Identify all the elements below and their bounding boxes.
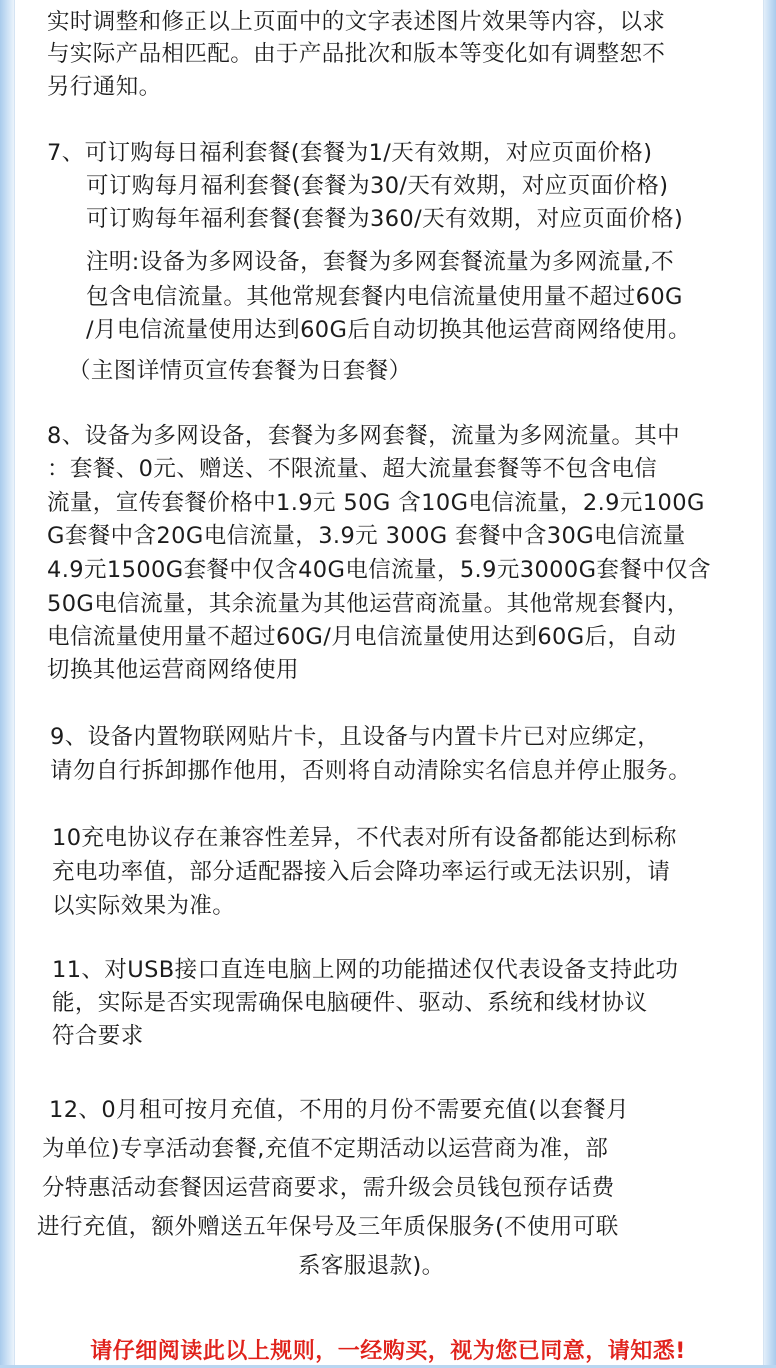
section-12-line: 为单位)专享活动套餐,充值不定期活动以运营商为准，部 [42,1136,609,1162]
section-8-line: ：套餐、0元、赠送、不限流量、超大流量套餐等不包含电信 [47,456,658,482]
section-8-line: G套餐中含20G电信流量，3.9元 300G 套餐中含30G电信流量 [47,523,686,549]
section-11-line: 11、对USB接口直连电脑上网的功能描述仅代表设备支持此功 [52,957,679,983]
section-10-line: 充电功率值，部分适配器接入后会降功率运行或无法识别，请 [52,859,671,885]
section-7-remark: （主图详情页宣传套餐为日套餐） [68,358,412,384]
section-11-line: 符合要求 [52,1023,144,1049]
warning-notice: 请仔细阅读此以上规则，一经购买，视为您已同意，请知悉! [90,1339,686,1364]
intro-line: 实时调整和修正以上页面中的文字表述图片效果等内容，以求 [47,9,666,35]
section-12-line: 进行充值，额外赠送五年保号及三年质保服务(不使用可联 [37,1214,619,1240]
section-8-line: 8、设备为多网设备，套餐为多网套餐，流量为多网流量。其中 [47,423,681,449]
section-12-line: 系客服退款)。 [298,1253,445,1279]
section-10-line: 10充电协议存在兼容性差异，不代表对所有设备都能达到标称 [52,825,677,851]
section-11-line: 能，实际是否实现需确保电脑硬件、驱动、系统和线材协议 [52,990,648,1016]
section-8-line: 切换其他运营商网络使用 [47,657,299,683]
section-7-note-line: /月电信流量使用达到60G后自动切换其他运营商网络使用。 [86,317,691,343]
section-7-line: 可订购每月福利套餐(套餐为30/天有效期，对应页面价格) [86,173,669,199]
section-7-note-line: 注明:设备为多网设备，套餐为多网套餐流量为多网流量,不 [86,249,675,275]
section-7-line: 可订购每年福利套餐(套餐为360/天有效期，对应页面价格) [86,206,684,232]
section-9-line: 请勿自行拆卸挪作他用，否则将自动清除实名信息并停止服务。 [50,758,692,784]
section-7-line: 7、可订购每日福利套餐(套餐为1/天有效期，对应页面价格) [47,140,653,166]
intro-line: 与实际产品相匹配。由于产品批次和版本等变化如有调整恕不 [47,41,666,67]
section-10-line: 以实际效果为准。 [52,893,236,919]
section-8-line: 4.9元1500G套餐中仅含40G电信流量，5.9元3000G套餐中仅含 [47,557,711,583]
section-9-line: 9、设备内置物联网贴片卡，且设备与内置卡片已对应绑定， [50,724,661,750]
section-8-line: 50G电信流量，其余流量为其他运营商流量。其他常规套餐内， [47,591,690,617]
section-12-line: 12、0月租可按月充值，不用的月份不需要充值(以套餐月 [49,1097,630,1123]
section-7-note-line: 包含电信流量。其他常规套餐内电信流量使用量不超过60G [86,284,683,310]
section-12-line: 分特惠活动套餐因运营商要求，需升级会员钱包预存话费 [42,1175,615,1201]
section-8-line: 电信流量使用量不超过60G/月电信流量使用达到60G后，自动 [47,624,677,650]
section-8-line: 流量，宣传套餐价格中1.9元 50G 含10G电信流量，2.9元100G [47,490,705,516]
intro-line: 另行通知。 [47,74,162,100]
